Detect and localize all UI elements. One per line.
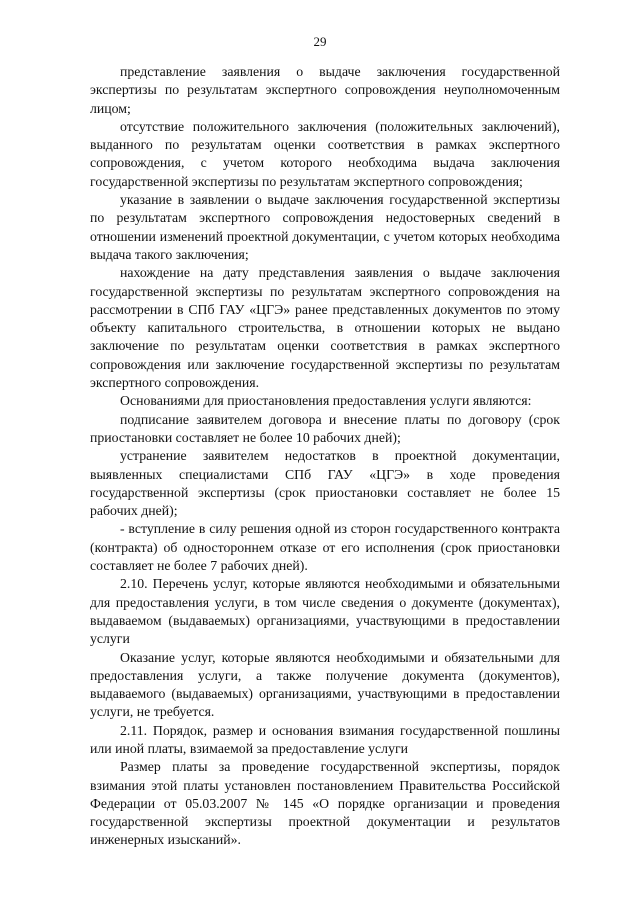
paragraph-false-information: указание в заявлении о выдаче заключения государственной экспертизы по результатам экспертного сопровождения недостоверных сведений в отношении изменений проектной документации, с учетом которых необходима выдача такого заключения;: [90, 192, 560, 262]
section-2-10-heading: 2.10. Перечень услуг, которые являются необходимыми и обязательными для предоставления услуги, в том числе сведения о документе (документах), выдаваемом (выдаваемых) организациями, участвующими в предоставлении услуги: [90, 576, 560, 647]
document-body: [90, 63, 560, 850]
paragraph-fee-amount: Размер платы за проведение государственной экспертизы, порядок взимания этой платы установлен постановлением Правительства Российской Федерации от 05.03.2007 № 145 «О порядке организации и проведения государственной экспертизы проектной документации и результатов инженерных изысканий».: [90, 759, 560, 848]
paragraph-no-positive-conclusion: отсутствие положительного заключения (положительных заключений), выданного по результатам оценки соответствия в рамках экспертного сопровождения, с учетом которого необходима выдача заключения государственной экспертизы по результатам экспертного сопровождения;: [90, 118, 560, 189]
paragraph-unauthorized-person: представление заявления о выдаче заключения государственной экспертизы по результатам экспертного сопровождения неуполномоченным лицом;: [90, 64, 560, 116]
paragraph-unilateral-refusal: - вступление в силу решения одной из сторон государственного контракта (контракта) об одностороннем отказе от его исполнения (срок приостановки составляет не более 7 рабочих дней).: [90, 521, 560, 574]
page-number: 29: [313, 34, 327, 49]
paragraph-services-not-required: Оказание услуг, которые являются необходимыми и обязательными для предоставления услуги, а также получение документа (документов), выдаваемого (выдаваемых) организациями, участвующими в предоставлении услуги, не требуется.: [90, 649, 560, 720]
paragraph-documents-under-review: нахождение на дату представления заявления о выдаче заключения государственной экспертизы по результатам экспертного сопровождения на рассмотрении в СПб ГАУ «ЦГЭ» ранее представленных документов по этому объекту капитального строительства, в отношении которых не выдано заключение по результатам оценки соответствия в рамках экспертного сопровождения или заключение государственной экспертизы по результатам экспертного сопровождения.: [90, 265, 560, 391]
paragraph-defect-correction: устранение заявителем недостатков в проектной документации, выявленных специалистами СПб ГАУ «ЦГЭ» в ходе проведения государственной экспертизы (срок приостановки составляет не более 15 рабочих дней);: [90, 448, 560, 519]
paragraph-contract-signing: подписание заявителем договора и внесение платы по договору (срок приостановки составляет не более 10 рабочих дней);: [90, 411, 560, 445]
paragraph-suspension-grounds-heading: Основаниями для приостановления предоставления услуги являются:: [120, 393, 532, 409]
section-2-11-heading: 2.11. Порядок, размер и основания взимания государственной пошлины или иной платы, взимаемой за предоставление услуги: [90, 722, 560, 756]
